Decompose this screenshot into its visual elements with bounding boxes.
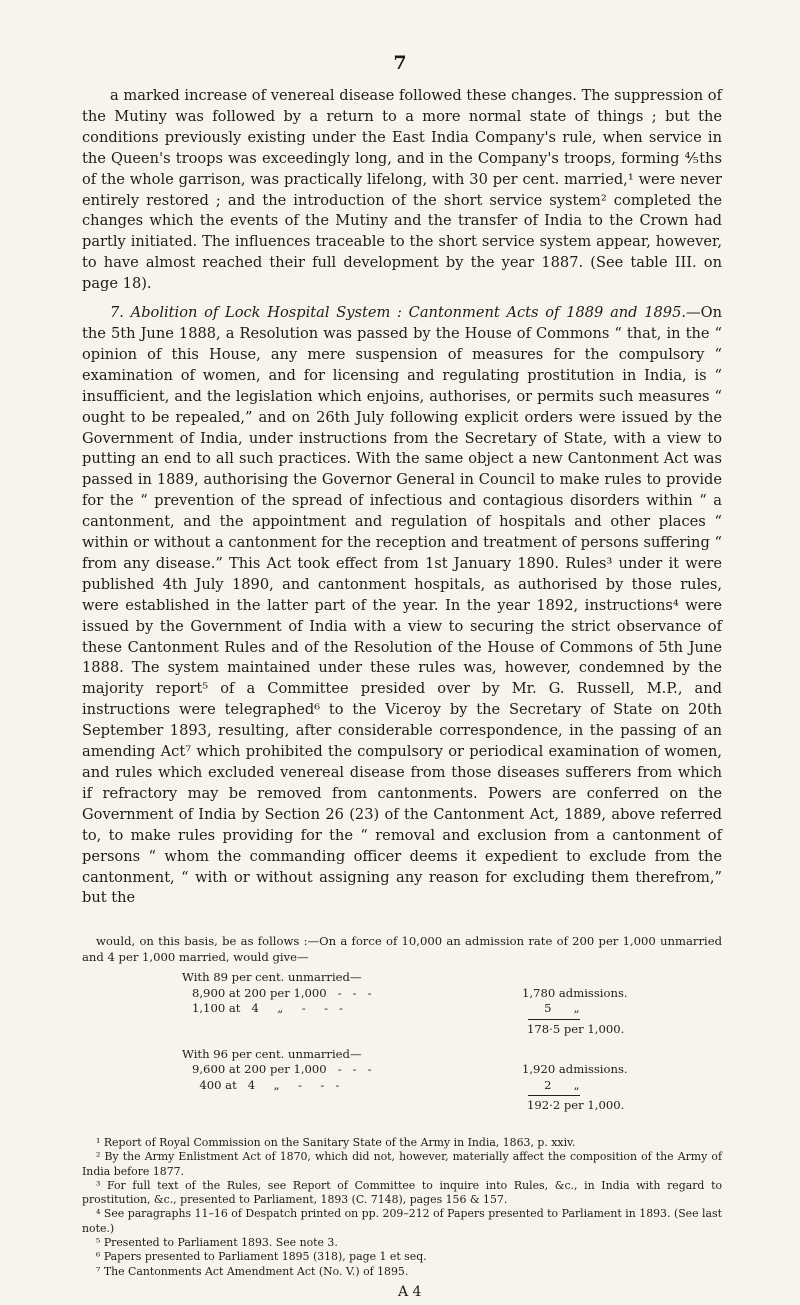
calc-row-rhs: 5 „: [522, 1001, 580, 1016]
footnote-5: ⁵ Presented to Parliament 1893. See note 3.: [96, 1236, 338, 1250]
calc-row: [192, 1078, 652, 1094]
calc-result: 178·5 per 1,000.: [527, 1021, 625, 1036]
footnote-2: ² By the Army Enlistment Act of 1870, which did not, however, materially affect the composition of the Army of India before 1877.: [82, 1150, 722, 1178]
footnote-7: ⁷ The Cantonments Act Amendment Act (No. V.) of 1895.: [96, 1264, 409, 1278]
footnote-3: ³ For full text of the Rules, see Report of Committee to inquire into Rules, &c., in India with regard to prostitution, &c., presented to Parliament, 1893 (C. 7148), pages 156 & 157.: [82, 1178, 722, 1207]
calc-group-title: With 96 per cent. unmarried—: [182, 1046, 362, 1061]
body-text: [82, 86, 722, 909]
sum-rule: [528, 1095, 580, 1096]
footnote-6: ⁶ Papers presented to Parliament 1895 (318), page 1 et seq.: [96, 1250, 427, 1264]
calc-row: [192, 1001, 652, 1017]
sum-rule: [528, 1019, 580, 1020]
footnote-1: ¹ Report of Royal Commission on the Sanitary State of the Army in India, 1863, p. xxiv.: [96, 1136, 576, 1149]
calc-row-rhs: 1,920 admissions.: [522, 1062, 628, 1077]
calculation-intro: would, on this basis, be as follows :—On a force of 10,000 an admission rate of 200 per 1,000 unmarried and 4 per 1,000 married, would give—: [82, 934, 722, 964]
calc-group-96: [182, 1047, 652, 1114]
calc-group-title: With 89 per cent. unmarried—: [182, 970, 362, 985]
calc-row-rhs: 1,780 admissions.: [522, 985, 628, 1000]
footnote-4: ⁴ See paragraphs 11–16 of Despatch printed on pp. 209–212 of Papers presented to Parliament in 1893. (See last note.): [82, 1207, 722, 1235]
calc-group-89: [182, 970, 652, 1037]
calc-row: [192, 1062, 652, 1078]
signature-mark: A 4: [398, 1284, 422, 1300]
section-body: —On the 5th June 1888, a Resolution was passed by the House of Commons “ that, in the “ opinion of this House, any mere suspension of measures for the compulsory “ examination of women, and for licensing and regulating prostitution in India, is “ insufficient, and the legislation which enjoins, authorises, or permits such measures “ ought to be repealed,” and on 26th July following explicit orders were issued by the Government of India, under instructions from the Secretary of State, with a view to putting an end to all such practices. With the same object a new Cantonment Act was passed in 1889, authorising the Governor General in Council to make rules to provide for the “ prevention of the spread of infectious and contagious disorders within “ a cantonment, and the appointment and regulation of hospitals and other places “ within or without a cantonment for the reception and treatment of persons suffering “ from any disease.” This Act took effect from 1st January 1890. Rules³ under it were published 4th July 1890, and cantonment hospitals, as authorised by those rules, were established in the latter part of the year. In the year 1892, instructions⁴ were issued by the Government of India with a view to securing the strict observance of these Cantonment Rules and of the Resolution of the House of Commons of 5th June 1888. The system maintained under these rules was, however, condemned by the majority report⁵ of a Committee presided over by Mr. G. Russell, M.P., and instructions were telegraphed⁶ to the Viceroy by the Secretary of State on 20th September 1893, resulting, after considerable correspondence, in the passing of an amending Act⁷ which prohibited the compulsory or periodical examination of women, and rules which excluded venereal disease from those diseases sufferers from which if refractory may be removed from cantonments. Powers are conferred on the Government of India by Section 26 (23) of the Cantonment Act, 1889, above referred to, to make rules providing for the “ removal and exclusion from a cantonment of persons “ whom the commanding officer deems it expedient to exclude from the cantonment, “ with or without assigning any reason for excluding them therefrom,” but the: [82, 304, 722, 907]
calc-row-lhs: 400 at 4 „ - - -: [192, 1077, 340, 1092]
calc-row: [192, 986, 652, 1002]
calc-row-lhs: 1,100 at 4 „ - - -: [192, 1001, 343, 1016]
admission-calculation: [82, 934, 722, 1114]
calc-row-lhs: 8,900 at 200 per 1,000 - - -: [192, 985, 372, 1000]
footnotes: [82, 1136, 722, 1279]
paragraph-mutiny: a marked increase of venereal disease followed these changes. The suppression of the Mutiny was followed by a return to a more normal state of things ; but the conditions previously existing under the East India Company's rule, when service in the Queen's troops was exceedingly long, and in the Company's troops, forming ⅘ths of the whole garrison, was practically lifelong, with 30 per cent. married,¹ were never entirely restored ; and the introduction of the short service system² completed the changes which the events of the Mutiny and the transfer of India to the Crown had partly initiated. The influences traceable to the short service system appear, however, to have almost reached their full development by the year 1887. (See table III. on page 18).: [82, 87, 722, 293]
paragraph-cantonment-acts: [82, 303, 722, 909]
page-number: 7: [393, 52, 407, 74]
section-heading: 7. Abolition of Lock Hospital System : Cantonment Acts of 1889 and 1895.: [110, 304, 687, 322]
calc-row-lhs: 9,600 at 200 per 1,000 - - -: [192, 1062, 372, 1077]
calc-row-rhs: 2 „: [522, 1077, 580, 1092]
calc-result: 192·2 per 1,000.: [527, 1098, 625, 1113]
